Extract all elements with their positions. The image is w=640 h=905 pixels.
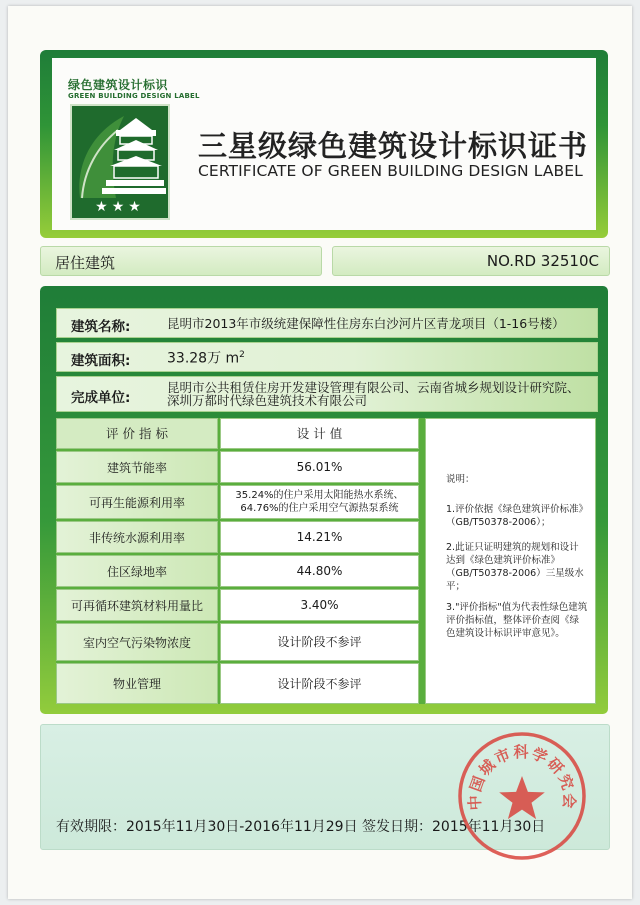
logo-caption-en: GREEN BUILDING DESIGN LABEL xyxy=(68,92,200,100)
completion-unit-line1: 昆明市公共租赁住房开发建设管理有限公司、云南省城乡规划设计研究院、 xyxy=(167,380,580,395)
building-area-value xyxy=(167,349,245,366)
note-item: 3."评价指标"值为代表性绿色建筑评价指标值，整体评价查阅《绿色建筑设计标识评审意见》。 xyxy=(446,602,588,639)
indicator-value: 设计阶段不参评 xyxy=(220,663,419,704)
indicator-label: 建筑节能率 xyxy=(56,451,218,483)
indicator-value-line1: 35.24%的住户采用太阳能热水系统、 xyxy=(235,490,404,501)
green-building-logo xyxy=(70,104,170,220)
validity-dates: 有效期限：2015年11月30日-2016年11月29日 签发日期：2015年11月30日 xyxy=(56,819,546,835)
indicator-value: 3.40% xyxy=(220,589,419,621)
completion-unit-row xyxy=(56,376,598,412)
certificate-header xyxy=(40,50,608,238)
completion-unit-value xyxy=(167,381,580,407)
note-item: 2.此证只证明建筑的规划和设计达到《绿色建筑评价标准》（GB/T50378-2006）三星级水平； xyxy=(446,542,584,592)
indicator-label: 物业管理 xyxy=(56,663,218,704)
certificate-body xyxy=(40,286,608,714)
completion-unit-line2: 深圳万都时代绿色建筑技术有限公司 xyxy=(167,393,368,408)
indicator-value: 56.01% xyxy=(220,451,419,483)
building-category: 居住建筑 xyxy=(55,254,116,272)
building-name-row xyxy=(56,308,598,338)
indicator-value: 设计阶段不参评 xyxy=(220,623,419,661)
table-row xyxy=(56,623,419,661)
certificate-page xyxy=(8,6,632,899)
table-header-value: 设 计 值 xyxy=(220,418,419,449)
table-row xyxy=(56,521,419,553)
header-panel xyxy=(52,58,596,230)
seal-text: 中国城市科学研究会 xyxy=(465,743,579,811)
three-star-rating: ★★★ xyxy=(95,199,145,215)
certificate-title-cn: 三星级绿色建筑设计标识证书 xyxy=(198,129,589,163)
certificate-number-box xyxy=(332,246,610,276)
indicator-value-line2: 64.76%的住户采用空气源热泵系统 xyxy=(240,503,399,514)
building-area-row xyxy=(56,342,598,372)
building-name-value: 昆明市2013年市级统建保障性住房东白沙河片区青龙项目（1-16号楼） xyxy=(167,316,565,331)
official-seal-stamp xyxy=(454,728,590,864)
note-item: 1.评价依据《绿色建筑评价标准》（GB/T50378-2006）； xyxy=(446,504,584,528)
notes-title: 说明： xyxy=(446,474,475,485)
certificate-title-en: CERTIFICATE OF GREEN BUILDING DESIGN LABEL xyxy=(198,162,583,180)
area-number: 33.28万 m xyxy=(167,350,240,367)
indicator-value: 44.80% xyxy=(220,555,419,587)
table-row xyxy=(56,485,419,519)
building-category-box xyxy=(40,246,322,276)
table-row xyxy=(56,555,419,587)
area-unit-superscript: 2 xyxy=(239,350,245,360)
indicator-label: 室内空气污染物浓度 xyxy=(56,623,218,661)
table-row xyxy=(56,663,419,704)
indicator-value xyxy=(220,485,419,519)
indicator-label: 可再循环建筑材料用量比 xyxy=(56,589,218,621)
logo-caption-cn: 绿色建筑设计标识 xyxy=(68,78,169,92)
indicator-label: 非传统水源利用率 xyxy=(56,521,218,553)
table-row xyxy=(56,451,419,483)
building-area-label: 建筑面积: xyxy=(71,353,131,369)
certificate-number: NO.RD 32510C xyxy=(486,252,599,270)
building-name-label: 建筑名称: xyxy=(71,319,131,335)
table-row xyxy=(56,589,419,621)
evaluation-table xyxy=(56,418,596,704)
indicator-value: 14.21% xyxy=(220,521,419,553)
seal-star-icon xyxy=(499,776,545,819)
table-header-indicator: 评 价 指 标 xyxy=(56,418,218,449)
indicator-label: 可再生能源利用率 xyxy=(56,485,218,519)
indicator-label: 住区绿地率 xyxy=(56,555,218,587)
completion-unit-label: 完成单位: xyxy=(71,390,131,406)
notes-panel xyxy=(425,418,596,704)
